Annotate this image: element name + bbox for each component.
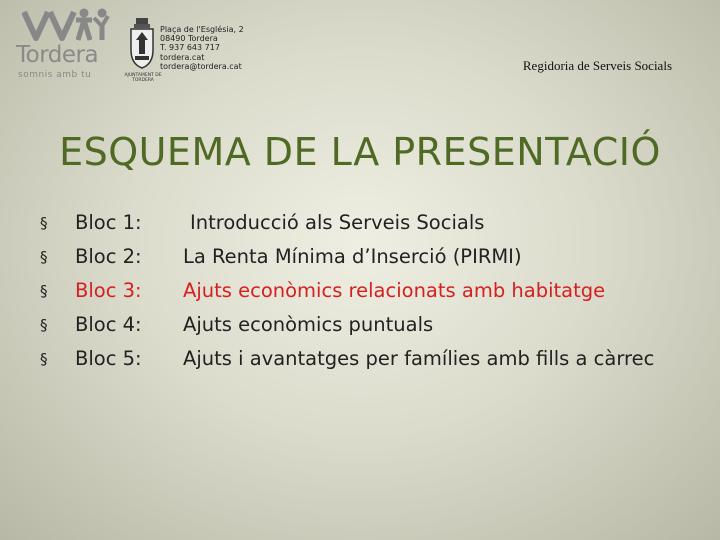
bloc-topic: Ajuts econòmics puntuals xyxy=(183,313,434,336)
bloc-topic: La Renta Mínima d’Inserció (PIRMI) xyxy=(183,245,522,268)
bloc-label: Bloc 3: xyxy=(75,279,142,302)
bullet-icon: § xyxy=(40,248,48,266)
bloc-label: Bloc 2: xyxy=(75,245,142,268)
logo-tagline: somnis amb tu xyxy=(18,70,92,80)
agenda-item-highlighted xyxy=(40,274,700,308)
bloc-label: Bloc 1: xyxy=(75,211,142,234)
bloc-topic: Ajuts i avantatges per famílies amb fills a càrrec xyxy=(183,347,655,370)
crest-caption: AJUNTAMENT DE TORDERA xyxy=(124,73,162,83)
agenda-item xyxy=(40,342,700,410)
address-block xyxy=(160,25,270,71)
address-line: tordera@tordera.cat xyxy=(160,61,242,71)
town-crest-icon xyxy=(128,18,156,70)
slide-title: ESQUEMA DE LA PRESENTACIÓ xyxy=(59,130,661,174)
bloc-topic: Introducció als Serveis Socials xyxy=(190,211,485,234)
agenda-list xyxy=(40,206,700,410)
bloc-topic: Ajuts econòmics relacionats amb habitatge xyxy=(183,279,606,302)
bloc-label: Bloc 5: xyxy=(75,347,142,370)
agenda-item xyxy=(40,240,700,274)
bullet-icon: § xyxy=(40,214,48,232)
tordera-logo xyxy=(12,8,116,84)
address-line: tordera.cat xyxy=(160,52,205,62)
agenda-item xyxy=(40,308,700,342)
logo-name: Tordera xyxy=(16,42,99,68)
address-line: Plaça de l'Església, 2 xyxy=(160,25,244,34)
bloc-label: Bloc 4: xyxy=(75,313,142,336)
address-line: T. 937 643 717 xyxy=(160,43,220,53)
bullet-icon: § xyxy=(40,282,48,300)
tordera-mark-icon xyxy=(22,8,110,44)
address-line: 08490 Tordera xyxy=(160,34,218,44)
agenda-item xyxy=(40,206,700,240)
department-label: Regidoria de Serveis Socials xyxy=(522,58,672,73)
bullet-icon: § xyxy=(40,316,48,334)
bullet-icon: § xyxy=(40,350,48,368)
